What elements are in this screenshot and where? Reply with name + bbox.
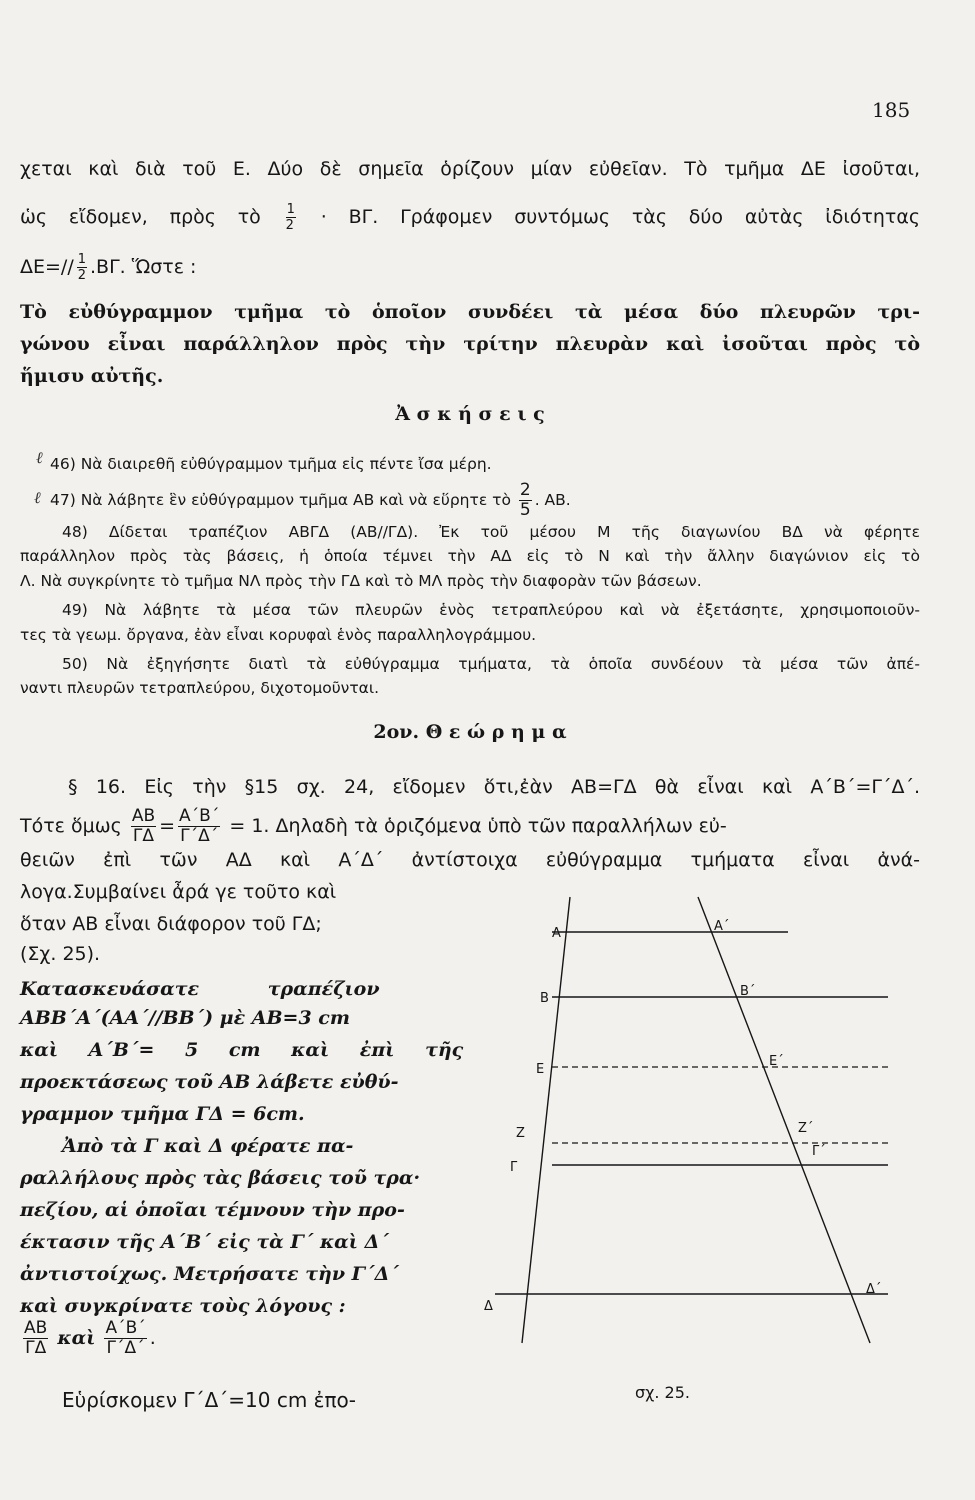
fraction-ab-gd: $\frac{AB}{\Gamma\Delta}$	[131, 806, 156, 846]
label-e2: Ε΄	[769, 1054, 784, 1069]
construction-line5: γραμμον τμῆμα ΓΔ = 6cm.	[20, 1103, 305, 1125]
exercise-50-line1: 50) Νὰ ἐξηγήσητε διατὶ τὰ εὐθύγραμμα τμήματα, τὰ ὁποῖα συνδέουν τὰ μέσα τῶν ἀπέ-	[62, 655, 920, 673]
construction-line8: πεζίου, αἱ ὁποῖαι τέμνουν τὴν προ-	[20, 1199, 405, 1221]
ratio-and-word: καὶ	[57, 1327, 96, 1349]
construction-line3: καὶ Α΄Β΄= 5 cm καὶ ἐπὶ τῆς	[20, 1039, 464, 1061]
exercise-48-line3: Λ. Νὰ συγκρίνητε τὸ τμῆμα ΝΛ πρὸς τὴν ΓΔ καὶ τὸ ΜΛ πρὸς τὴν διαφορὰν τῶν βάσεων.	[20, 572, 702, 590]
section16-line5: ὅταν ΑΒ εἶναι διάφορον τοῦ ΓΔ;	[20, 913, 322, 935]
ratio-a2b2-g2d2: $\frac{A΄B΄}{\Gamma΄\Delta΄}$	[105, 1318, 146, 1358]
pencil-mark-icon: ℓ	[34, 488, 41, 507]
section16-line1: § 16. Εἰς τὴν §15 σχ. 24, εἴδομεν ὅτι,ἐὰν ΑΒ=ΓΔ θὰ εἶναι καὶ Α΄Β΄=Γ΄Δ΄.	[68, 776, 920, 798]
label-b2: Β΄	[740, 984, 756, 999]
label-d2: Δ΄	[866, 1282, 882, 1297]
construction-line11: καὶ συγκρίνατε τοὺς λόγους :	[20, 1295, 346, 1317]
exercises-heading: Ἀ σ κ ή σ ε ι ς	[395, 403, 545, 425]
fraction-a2b2-g2d2: $\frac{A΄B΄}{\Gamma΄\Delta΄}$	[179, 806, 220, 846]
label-d: Δ	[484, 1299, 493, 1314]
page-number: 185	[872, 98, 911, 122]
label-z: Ζ	[516, 1126, 525, 1141]
exercise-47	[34, 480, 910, 520]
construction-line1	[20, 975, 460, 1003]
label-g2: Γ΄	[812, 1144, 826, 1159]
construction-last-line: Εὑρίσκομεν Γ΄Δ΄=10 cm ἐπο-	[62, 1388, 356, 1412]
exercise-49-line2: τες τὰ γεωμ. ὄργανα, ἐὰν εἶναι κορυφαὶ ἑνὸς παραλληλογράμμου.	[20, 626, 537, 644]
section16-line3: θειῶν ἐπὶ τῶν ΑΔ καὶ Α΄Δ΄ ἀντίστοιχα εὐθύγραμμα τμήματα εἶναι ἀνά-	[20, 849, 920, 871]
theorem-line1: Τὸ εὐθύγραμμον τμῆμα τὸ ὁποῖον συνδέει τὰ μέσα δύο πλευρῶν τρι-	[20, 301, 920, 323]
construction-line4: προεκτάσεως τοῦ ΑΒ λάβετε εὐθύ-	[20, 1071, 399, 1093]
label-e: Ε	[536, 1062, 545, 1077]
section16-line4: λογα.Συμβαίνει ἆρά γε τοῦτο καὶ	[20, 881, 337, 903]
pencil-mark-icon: ℓ	[36, 448, 43, 467]
exercise-49-line1: 49) Νὰ λάβητε τὰ μέσα τῶν πλευρῶν ἑνὸς τετραπλεύρου καὶ νὰ ἐξετάσητε, χρησιμοποιοῦν-	[62, 601, 920, 619]
label-a2: Α΄	[714, 919, 730, 934]
construction-line7: ραλλήλους πρὸς τὰς βάσεις τοῦ τρα·	[20, 1167, 421, 1189]
para1-line2-end: · ΒΓ. Γράφομεν συντόμως τὰς δύο αὐτὰς ἰδιότητας	[320, 206, 921, 228]
figure-caption: σχ. 25.	[635, 1383, 690, 1402]
para1-line3	[20, 253, 920, 282]
label-z2: Ζ΄	[798, 1121, 814, 1136]
theorem-line3: ἥμισυ αὐτῆς.	[20, 365, 164, 387]
exercise-47-end: . ΑΒ.	[534, 491, 571, 509]
transversal-a2d2	[698, 897, 870, 1343]
label-g: Γ	[510, 1160, 518, 1175]
label-a: Α	[552, 926, 561, 941]
exercise-50-line2: ναντι πλευρῶν τετραπλεύρου, διχοτομοῦνται.	[20, 679, 380, 697]
fraction-two-fifths: $\frac{2}{5}$	[519, 480, 531, 520]
ratio-ab-gd: $\frac{AB}{\Gamma\Delta}$	[24, 1318, 48, 1358]
theorem-line2: γώνου εἶναι παράλληλον πρὸς τὴν τρίτην πλευρὰν καὶ ἰσοῦται πρὸς τὸ	[20, 333, 920, 355]
para1-line1: χεται καὶ διὰ τοῦ Ε. Δύο δὲ σημεῖα ὁρίζουν μίαν εὐθεῖαν. Τὸ τμῆμα ΔΕ ἰσοῦται,	[20, 158, 920, 180]
para1-line3-end: .ΒΓ. Ὥστε :	[90, 256, 197, 278]
figure-25	[470, 885, 910, 1495]
exercise-46	[36, 448, 910, 478]
exercise-48-line2: παράλληλον πρὸς τὰς βάσεις, ἡ ὁποία τέμνει τὴν ΑΔ εἰς τὸ Ν καὶ τὴν ἄλλην διαγώνιον εἰς τὸ	[20, 547, 920, 565]
transversal-ad	[522, 897, 570, 1343]
section16-line6: (Σχ. 25).	[20, 943, 101, 965]
para1-line2	[20, 203, 920, 232]
construction-line10: ἀντιστοίχως. Μετρήσατε τὴν Γ΄Δ΄	[20, 1263, 399, 1285]
para1-line3-start: ΔΕ=//	[20, 256, 74, 278]
fraction-one-half-2: $\frac{1}{2}$	[77, 252, 87, 283]
section16-line2-end: = 1. Δηλαδὴ τὰ ὁριζόμενα ὑπὸ τῶν παραλλήλων εὐ-	[229, 815, 727, 837]
section16-line2-start: Τότε ὅμως	[20, 815, 122, 837]
exercise-47-text: 47) Νὰ λάβητε ἓν εὐθύγραμμον τμῆμα ΑΒ καὶ νὰ εὕρητε τὸ	[50, 491, 511, 509]
construction-line1-text: Κατασκευάσατε τραπέζιον	[20, 978, 380, 1000]
construction-line2: ΑΒΒ΄Α΄(ΑΑ΄//ΒΒ΄) μὲ ΑΒ=3 cm	[20, 1007, 350, 1029]
section16-line2: Τότε ὅμως $\frac{AB}{\Gamma\Delta}$ = $\frac{A΄B΄}{\Gamma΄\Delta΄}$ = 1. Δηλαδὴ τὰ ὁριζόμενα ὑπὸ τῶν παραλλήλων εὐ-	[20, 806, 727, 846]
para1-line2-start: ὡς εἴδομεν, πρὸς τὸ	[20, 206, 261, 228]
label-b: Β	[540, 991, 549, 1006]
exercise-48-line1: 48) Δίδεται τραπέζιον ΑΒΓΔ (ΑΒ//ΓΔ). Ἐκ τοῦ μέσου Μ τῆς διαγωνίου ΒΔ νὰ φέρητε	[62, 523, 920, 541]
exercise-46-text: 46) Νὰ διαιρεθῆ εὐθύγραμμον τμῆμα εἰς πέντε ἴσα μέρη.	[50, 455, 492, 473]
construction-line6: Ἀπὸ τὰ Γ καὶ Δ φέρατε πα-	[62, 1135, 354, 1157]
construction-ratios	[20, 1320, 460, 1357]
ratio-period: .	[149, 1327, 156, 1349]
construction-line9: έκτασιν τῆς Α΄Β΄ εἰς τὰ Γ΄ καὶ Δ΄	[20, 1231, 389, 1253]
fraction-one-half: $\frac{1}{2}$	[285, 202, 295, 233]
section-heading: 2ον. Θ ε ώ ρ η μ α	[373, 721, 567, 743]
